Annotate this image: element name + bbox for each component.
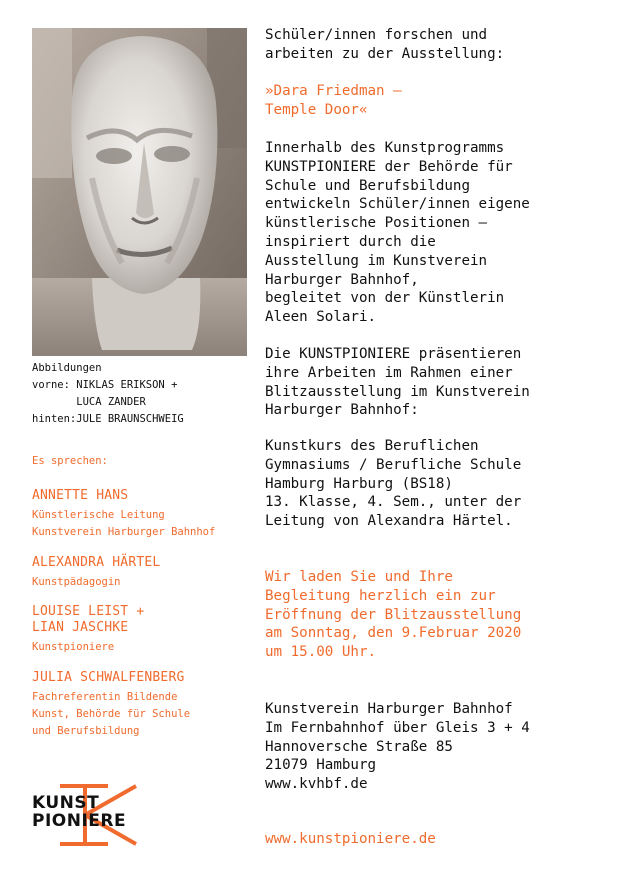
program-description: Innerhalb des Kunstprogramms KUNSTPIONIERE der Behörde für Schule und Berufsbildung entwickeln Schüler/innen eigene künstlerische Positionen – inspiriert durch die Ausstellung im Kunstverein Harburger Bahnhof, begleitet von der Künstlerin Aleen Solari. [265, 140, 530, 326]
caption-line: vorne: NIKLAS ERIKSON + [32, 379, 178, 391]
logo-text-line: PIONIERE [32, 811, 127, 831]
speaker-name: ALEXANDRA HÄRTEL [32, 555, 161, 570]
speaker-name: ANNETTE HANS [32, 488, 129, 503]
speakers-heading: Es sprechen: [32, 455, 108, 467]
speaker-name: JULIA SCHWALFENBERG [32, 670, 185, 685]
invitation-text: Wir laden Sie und Ihre Begleitung herzlich ein zur Eröffnung der Blitzausstellung am Sonntag, den 9.Februar 2020 um 15.00 Uhr. [265, 569, 522, 661]
exhibition-title: »Dara Friedman – Temple Door« [265, 83, 402, 118]
caption-line: LUCA ZANDER [32, 396, 146, 408]
logo-text-line: KUNST [32, 793, 100, 813]
speaker-entry [32, 604, 144, 656]
speaker-role: Künstlerische Leitung Kunstverein Harburger Bahnhof [32, 509, 216, 538]
speaker-role: Kunstpioniere [32, 641, 115, 653]
kunstpioniere-logo [30, 780, 145, 850]
image-caption [32, 360, 184, 428]
venue-address: Kunstverein Harburger Bahnhof Im Fernbahnhof über Gleis 3 + 4 Hannoversche Straße 85 21079 Hamburg www.kvhbf.de [265, 701, 530, 793]
course-info: Kunstkurs des Beruflichen Gymnasiums / Berufliche Schule Hamburg Harburg (BS18) 13. Klasse, 4. Sem., unter der Leitung von Alexandra Härtel. [265, 438, 522, 530]
caption-line: Abbildungen [32, 362, 102, 374]
speaker-role: Kunstpädagogin [32, 576, 121, 588]
sculpture-photo [32, 28, 247, 356]
speaker-role: Fachreferentin Bildende Kunst, Behörde für Schule und Berufsbildung [32, 691, 191, 737]
speaker-entry [32, 488, 215, 541]
intro-text: Schüler/innen forschen und arbeiten zu der Ausstellung: [265, 27, 505, 62]
caption-line: hinten:JULE BRAUNSCHWEIG [32, 413, 184, 425]
website-link[interactable]: www.kunstpioniere.de [265, 831, 436, 847]
speaker-entry [32, 555, 160, 591]
speaker-name: LOUISE LEIST + LIAN JASCHKE [32, 604, 145, 635]
speaker-entry [32, 670, 190, 740]
presentation-text: Die KUNSTPIONIERE präsentieren ihre Arbeiten im Rahmen einer Blitzausstellung im Kunstverein Harburger Bahnhof: [265, 346, 530, 419]
